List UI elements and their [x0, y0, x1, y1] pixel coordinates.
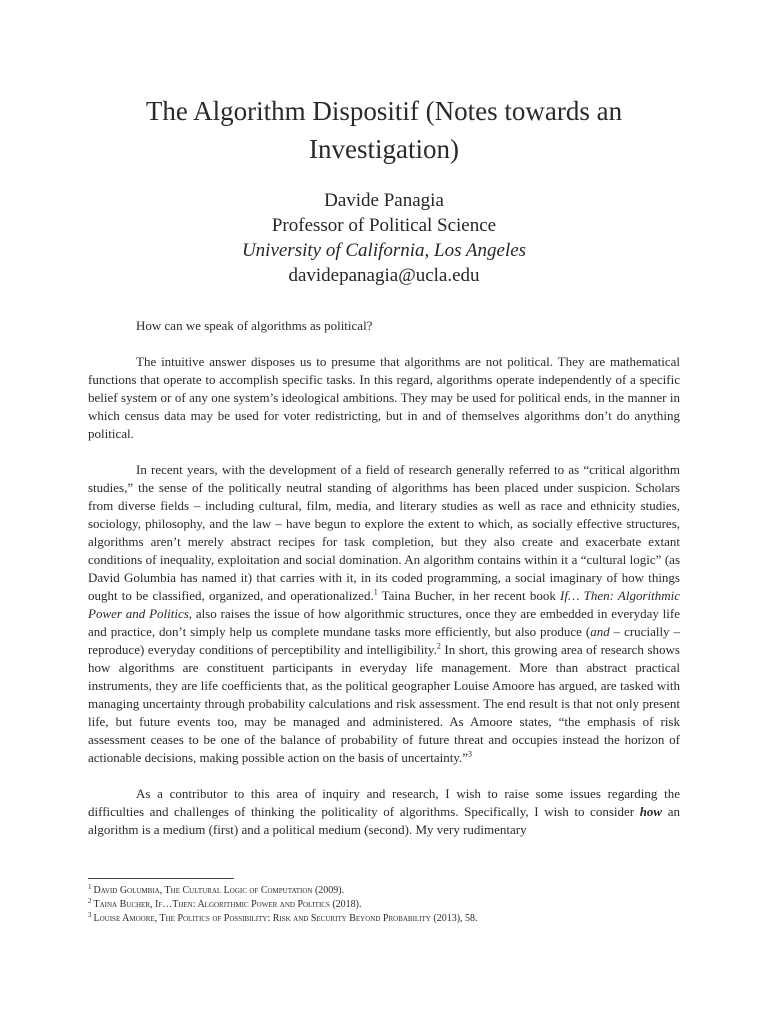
footnote-separator: ,	[150, 899, 155, 910]
paper-title: The Algorithm Dispositif (Notes towards an Investigation)	[145, 96, 623, 164]
footnote-work: The Politics of Possibility: Risk and Security Beyond Probability	[159, 913, 431, 924]
footnote-number: 3	[88, 910, 92, 919]
footnote-divider	[88, 878, 234, 879]
paragraph-4-text-b: an algorithm is a medium (first) and a political medium (second). My very rudimentary	[88, 804, 680, 837]
footnote-2	[88, 898, 680, 912]
paragraph-3-text-b: Taina Bucher, in her recent book	[377, 588, 560, 603]
author-block	[100, 188, 668, 288]
author-institution: University of California, Los Angeles	[241, 240, 527, 261]
book-title: If… Then: Algorithmic Power and Politics	[88, 588, 681, 621]
footnote-author: David Golumbia	[93, 885, 160, 896]
footnote-separator: ,	[159, 885, 165, 896]
paragraph-3-text-e: In short, this growing area of research shows how algorithms are constituent participants in everyday life management. More than abstract practical instruments, they are life coefficients that, as the political geographer Louise Amoore has argued, are tasked with managing uncertainty through probability calculations and risk assessment. The end result is that not only present life, but future events too, may be managed and administered. As Amoore states, “the emphasis of risk assessment ceases to be one of the balance of probability of future threat and occupies instead the horizon of actionable decisions, making possible action on the basis of uncertainty.”	[88, 642, 680, 765]
paragraph-3-text-c: , also raises the issue of how algorithmic structures, once they are embedded in everyday life and practice, don’t simply help us complete mundane tasks more efficiently, but also produce (	[88, 606, 680, 639]
footnote-author: Taina Bucher	[93, 899, 150, 910]
footnote-tail: (2009).	[312, 885, 345, 896]
footnote-work: The Cultural Logic of Computation	[164, 885, 313, 896]
paragraph-3	[88, 461, 680, 767]
footnote-author: Louise Amoore	[93, 913, 155, 924]
footnote-tail: (2013), 58.	[430, 913, 478, 924]
emphasis-how: how	[639, 804, 663, 819]
paragraph-4-text-a: As a contributor to this area of inquiry and research, I wish to raise some issues regarding the difficulties and challenges of thinking the politicality of algorithms. Specifically, I wish to consider	[88, 786, 680, 819]
emphasis-and: and	[590, 624, 610, 639]
footnote-work: If…Then: Algorithmic Power and Politics	[155, 899, 330, 910]
footnote-tail: (2018).	[329, 899, 362, 910]
footnote-number: 1	[88, 882, 92, 891]
paragraph-1: How can we speak of algorithms as political?	[136, 318, 373, 333]
footnote-number: 2	[88, 896, 92, 905]
body-text	[88, 317, 680, 839]
author-email: davidepanagia@ucla.edu	[288, 265, 480, 286]
paragraph-3-text-a: In recent years, with the development of a field of research generally referred to as “critical algorithm studies,” the sense of the politically neutral standing of algorithms has been placed under suspicion. Scholars from diverse fields – including cultural, film, media, and literary studies as well as race and ethnicity studies, sociology, philosophy, and the law – have begun to explore the extent to which, as socially effective structures, algorithms aren’t merely abstract recipes for task completion, but they also create and exacerbate extant conditions of inequality, exploitation and social domination. An algorithm contains within it a “cultural logic” (as David Golumbia has named it) that carries with it, in its coded programming, a social imaginary of how things ought to be classified, organized, and operationalized.	[88, 462, 680, 603]
paragraph-2: The intuitive answer disposes us to presume that algorithms are not political. They are mathematical functions that operate to accomplish specific tasks. In this regard, algorithms operate independently of a specific belief system or of any one system’s ideological ambitions. They may be used for political ends, in the manner in which census data may be used for voter redistricting, but in and of themselves algorithms don’t do anything political.	[88, 354, 680, 441]
footnote-3	[88, 912, 680, 926]
author-position: Professor of Political Science	[271, 215, 497, 236]
footnotes	[88, 884, 680, 926]
footnote-1	[88, 884, 680, 898]
footnote-ref-3: 3	[468, 749, 473, 759]
paragraph-3-text-d: – crucially – reproduce) everyday conditions of perceptibility and intelligibility.	[88, 624, 680, 657]
footnote-ref-1: 1	[373, 587, 378, 597]
author-name: Davide Panagia	[324, 190, 444, 211]
footnote-ref-2: 2	[436, 641, 441, 651]
footnote-separator: ,	[154, 913, 160, 924]
paragraph-4	[88, 785, 680, 839]
